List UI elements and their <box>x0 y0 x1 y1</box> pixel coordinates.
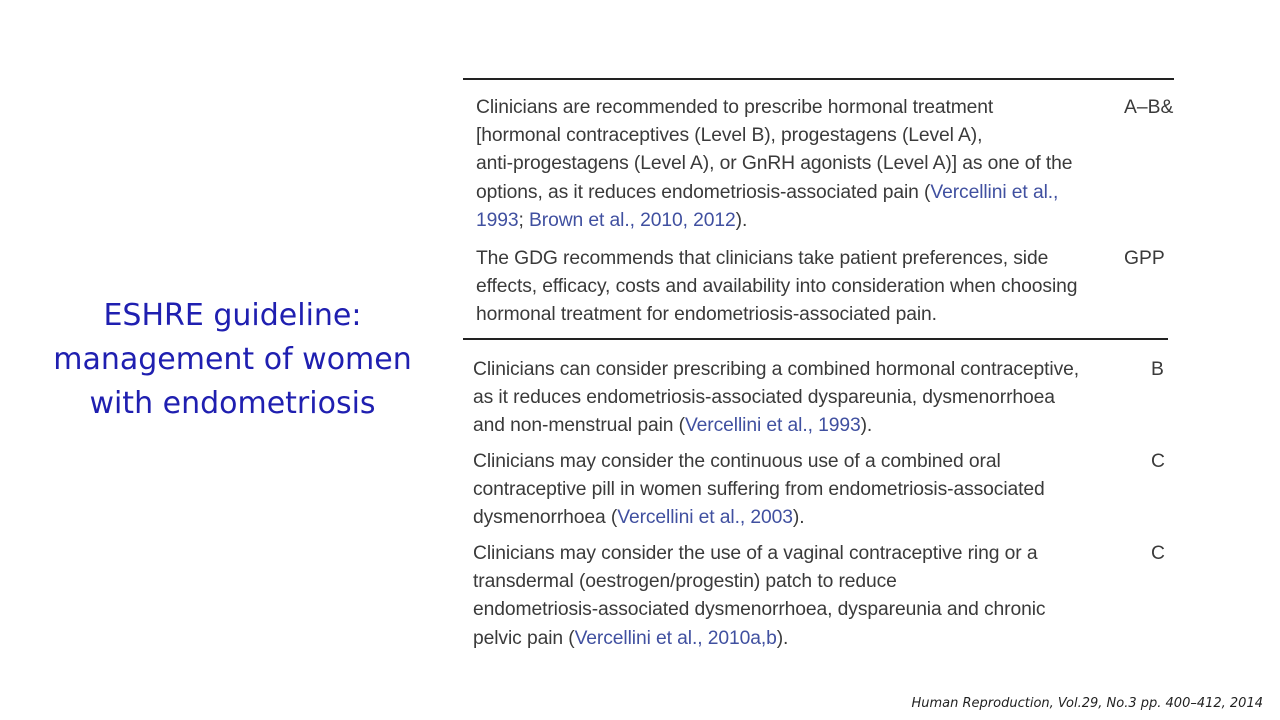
grade-label: B <box>1151 359 1164 380</box>
rec-line: hormonal treatment for endometriosis-associated pain. <box>476 304 937 326</box>
rec-line: transdermal (oestrogen/progestin) patch to reduce <box>473 571 897 593</box>
citation: Vercellini et al., 2003 <box>617 507 793 529</box>
recommendation-hormonal-treatment <box>476 94 1072 235</box>
rec-line: Clinicians can consider prescribing a combined hormonal contraceptive, <box>473 359 1080 380</box>
citation: Vercellini et al., 1993 <box>684 415 861 437</box>
rec-line: endometriosis-associated dysmenorrhoea, dyspareunia and chronic <box>473 599 1046 621</box>
citation: Vercellini et al., <box>930 181 1059 203</box>
recommendation-vaginal-ring-patch <box>473 540 1045 653</box>
rec-line: dysmenorrhoea (Vercellini et al., 2003). <box>473 507 805 529</box>
grade-label: C <box>1151 543 1165 564</box>
citation: Vercellini et al., 2010a,b <box>574 627 777 649</box>
rec-line: and non-menstrual pain (Vercellini et al., 1993). <box>473 415 873 437</box>
rec-line: The GDG recommends that clinicians take patient preferences, side <box>476 248 1049 269</box>
rec-line: as it reduces endometriosis-associated dyspareunia, dysmenorrhoea <box>473 387 1055 409</box>
title-line-3: with endometriosis <box>89 386 376 421</box>
recommendation-gdg-preferences <box>476 245 1077 330</box>
source-citation-footer: Human Reproduction, Vol.29, No.3 pp. 400–412, 2014 <box>911 696 1263 711</box>
rec-line: Clinicians may consider the continuous use of a combined oral <box>473 451 1001 472</box>
recommendation-continuous-oral-contraceptive <box>473 448 1045 533</box>
rec-line: [hormonal contraceptives (Level B), progestagens (Level A), <box>476 125 983 147</box>
citation: 1993 <box>476 209 519 231</box>
rec-line: pelvic pain (Vercellini et al., 2010a,b). <box>473 627 789 649</box>
middle-rule <box>463 338 1168 340</box>
grade-label: A–B& <box>1124 97 1174 118</box>
grade-label: GPP <box>1124 248 1165 269</box>
rec-line: contraceptive pill in women suffering from endometriosis-associated <box>473 479 1045 501</box>
title-line-1: ESHRE guideline: <box>103 298 362 333</box>
recommendation-combined-hormonal-contraceptive <box>473 356 1079 441</box>
rec-line: 1993; Brown et al., 2010, 2012). <box>476 209 748 231</box>
rec-line: options, as it reduces endometriosis-associated pain (Vercellini et al., <box>476 181 1059 203</box>
grade-label: C <box>1151 451 1165 472</box>
top-rule <box>463 78 1174 80</box>
rec-line: anti-progestagens (Level A), or GnRH agonists (Level A)] as one of the <box>476 153 1073 175</box>
rec-line: Clinicians may consider the use of a vaginal contraceptive ring or a <box>473 543 1038 564</box>
rec-line: Clinicians are recommended to prescribe hormonal treatment <box>476 97 994 118</box>
rec-line: effects, efficacy, costs and availability into consideration when choosing <box>476 276 1078 298</box>
citation: Brown et al., 2010, 2012 <box>529 209 736 231</box>
title-line-2: management of women <box>53 342 412 377</box>
